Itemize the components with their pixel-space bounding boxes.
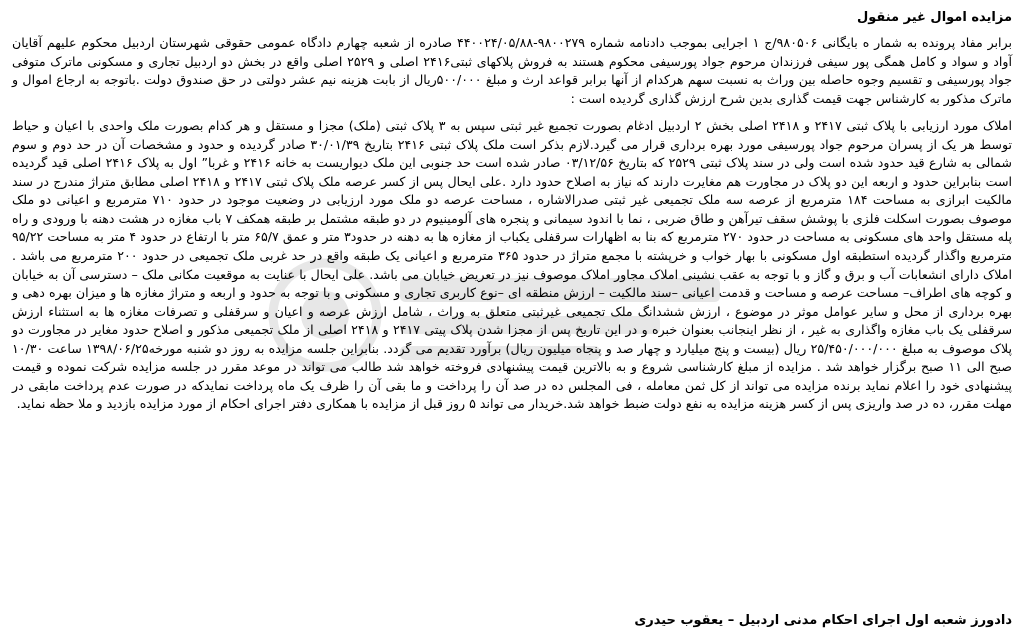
notice-paragraph-appraisal: املاک مورد ارزیابی با پلاک ثبتی ۲۴۱۷ و ۲۴۱۸ اصلی بخش ۲ اردبیل ادغام بصورت تجمیع غیر ثبتی سپس به ۳ پلاک ثبتی (ملک) مجزا و مستقل و هر کدام بصورت ملک واحدی با اعیان و حیاط توسط هر یک از پسران مرحوم جواد پورسیفی مورد بهره برداری قرار می گیرد.لازم بذکر است ملک پلاک ثبتی ۲۴۱۶ بتاریخ ۳۰/۰۱/۳۹ صادر گردیده و حدود و مشخصات آن در حد دوم و سوم شمالی به شارع قید حدود شده است ولی در سند پلاک ثبتی ۲۵۲۹ که بتاریخ ۰۳/۱۲/۵۶ صادر شده است حد جنوبی این ملک دیواریست به خانه ۲۴۱۶ و غربا” اول به پلاک ۲۴۱۶ اصلی قید گردیده است بنابراین حدود و اربعه این دو پلاک در مجاورت هم مغایرت دارند که نیاز به اصلاح حدود دارد .علی ایحال پس از کسر عرصه ملک پلاک ثبتی ۲۴۱۷ و ۲۴۱۸ اصلی مطابق متراژ مندرج در سند مالکیت ابرازی به مساحت ۱۸۴ مترمربع از عرصه سه ملک تجمیعی غیر ثبتی صدرالاشاره ، مساحت عرصه دو ملک مورد ارزیابی در وضعیت موجود در حدود ۷۱۰ مترمربع و اعیانی دو ملک موصوف بصورت اسکلت فلزی با پوشش سقف تیرآهن و طاق ضربی ، نما با اندود سیمانی و پنجره های آلومینیوم در دو طبقه مشتمل بر طبقه همکف ۷ باب مغازه در هشت دهنه با ورودی و راه پله مستقل واحد های مسکونی به مساحت در حدود ۲۷۰ مترمربع که بنا به اظهارات سرقفلی یکباب از مغازه ها به دهنه در حدود۳ متر و عمق ۶۵/۷ متر با ارتفاع در حدود ۴ متر به مساحت ۹۵/۲۲ مترمربع واگذار گردیده استطبقه اول مسکونی با بهار خواب و خرپشته با مجمع متراژ در حدود ۳۶۵ مترمربع و اعیانی یک طبقه واقع در حد غربی ملک تجمیعی در حدود ۲۰۰ مترمربع می باشد . املاک دارای انشعابات آب و برق و گاز و با توجه به عقب نشینی املاک مجاور املاک موصوف نیز در تعریض خیابان می باشد. علی ایحال با عنایت به موقعیت مکانی ملک – دسترسی آن به خیابان و کوچه های اطراف– مساحت عرصه و مساحت و قدمت اعیانی –سند مالکیت – ارزش منطقه ای –نوع کاربری تجاری و مسکونی و با توجه به حدود و اربعه و متراژ مغازه ها و میزان بهره دهی و بهره برداری از محل و سایر عوامل موثر در موضوع ، ارزش ششدانگ ملک تجمیعی غیرثبتی متعلق به وراث ، شامل ارزش عرصه و اعیان و سرقفلی و تصرفات مغازه ها به استثناء ارزش سرقفلی یک باب مغازه واگذاری به غیر ، از نظر اینجانب بعنوان خبره و در این تاریخ پس از مجزا شدن پلاک پیتی ۲۴۱۷ و ۲۴۱۸ اصلی از ملک تجمیعی مذکور و اصلاح حدود مغایر در مجاورت دو پلاک موصوف به مبلغ ۲۵/۴۵۰/۰۰۰/۰۰۰ ریال (بیست و پنج میلیارد و چهار صد و پنجاه میلیون ریال) برآورد تقدیم می گردد. بنابراین جلسه مزایده به روز دو شنبه مورخه۱۳۹۸/۰۶/۲۵ ساعت ۱۰/۳۰ صبح الی ۱۱ صبح برگزار خواهد شد . مزایده از مبلغ کارشناسی شروع و به بالاترین قیمت پیشنهادی فروخته خواهد شد طالب می تواند در موعد مقرر در جلسه مزایده شرکت نموده و قیمت پیشنهادی خود را اعلام نماید برنده مزایده می تواند از کل ثمن معامله ، فی المجلس ده در صد آن را پرداخت و ما بقی آن را ظرف یک ماه پرداخت نمایدکه در صورت عدم پرداخت مابقی در مهلت مقرر، ده در صد واریزی پس از کسر هزینه مزایده به نفع دولت ضبط خواهد شد.خریدار می تواند ۵ روز قبل از مزایده با همکاری دفتر اجرای احکام از مورد مزایده بازدید و ملا حظه نماید. bbox=[12, 118, 1013, 412]
notice-signature: دادورز شعبه اول اجرای احکام مدنی اردبیل – یعقوب حیدری bbox=[634, 613, 1012, 628]
notice-title: مزایده اموال غیر منقول bbox=[856, 10, 1012, 25]
notice-paragraph-intro: برابر مفاد پرونده به شمار ه بایگانی ۹۸۰۵۰۶/ج ۱ اجرایی بموجب دادنامه شماره ۹۸۰۰۲۷۹-۴۴۰۰۲۴/۰۵/۸۸ صادره از شعبه چهارم دادگاه عمومی حقوقی شهرستان اردبیل محکوم علیهم آقایان آواد و سواد و کامل همگی پور سیفی فرزندان مرحوم جواد پورسیفی محکوم هستند به فروش پلاکهای ثبتی۲۴۱۶ اصلی و ۲۵۲۹ اصلی واقع در بخش دو اردبیل تجاری و مسکونی ماترک متوفی جواد پورسیفی و تقسیم وجوه حاصله بین وراث به نسبت سهم هرکدام از آنها برابر قواعد ارث و مبلغ ۵۰۰/۰۰۰ریال از بابت هزینه نیم عشر دولتی در حق صندوق دولت .باتوجه به ارجاع اموال و ماترک مذکور به کارشناس جهت قیمت گذاری بدین شرح ارزش گذاری گردیده است : bbox=[12, 35, 1012, 106]
